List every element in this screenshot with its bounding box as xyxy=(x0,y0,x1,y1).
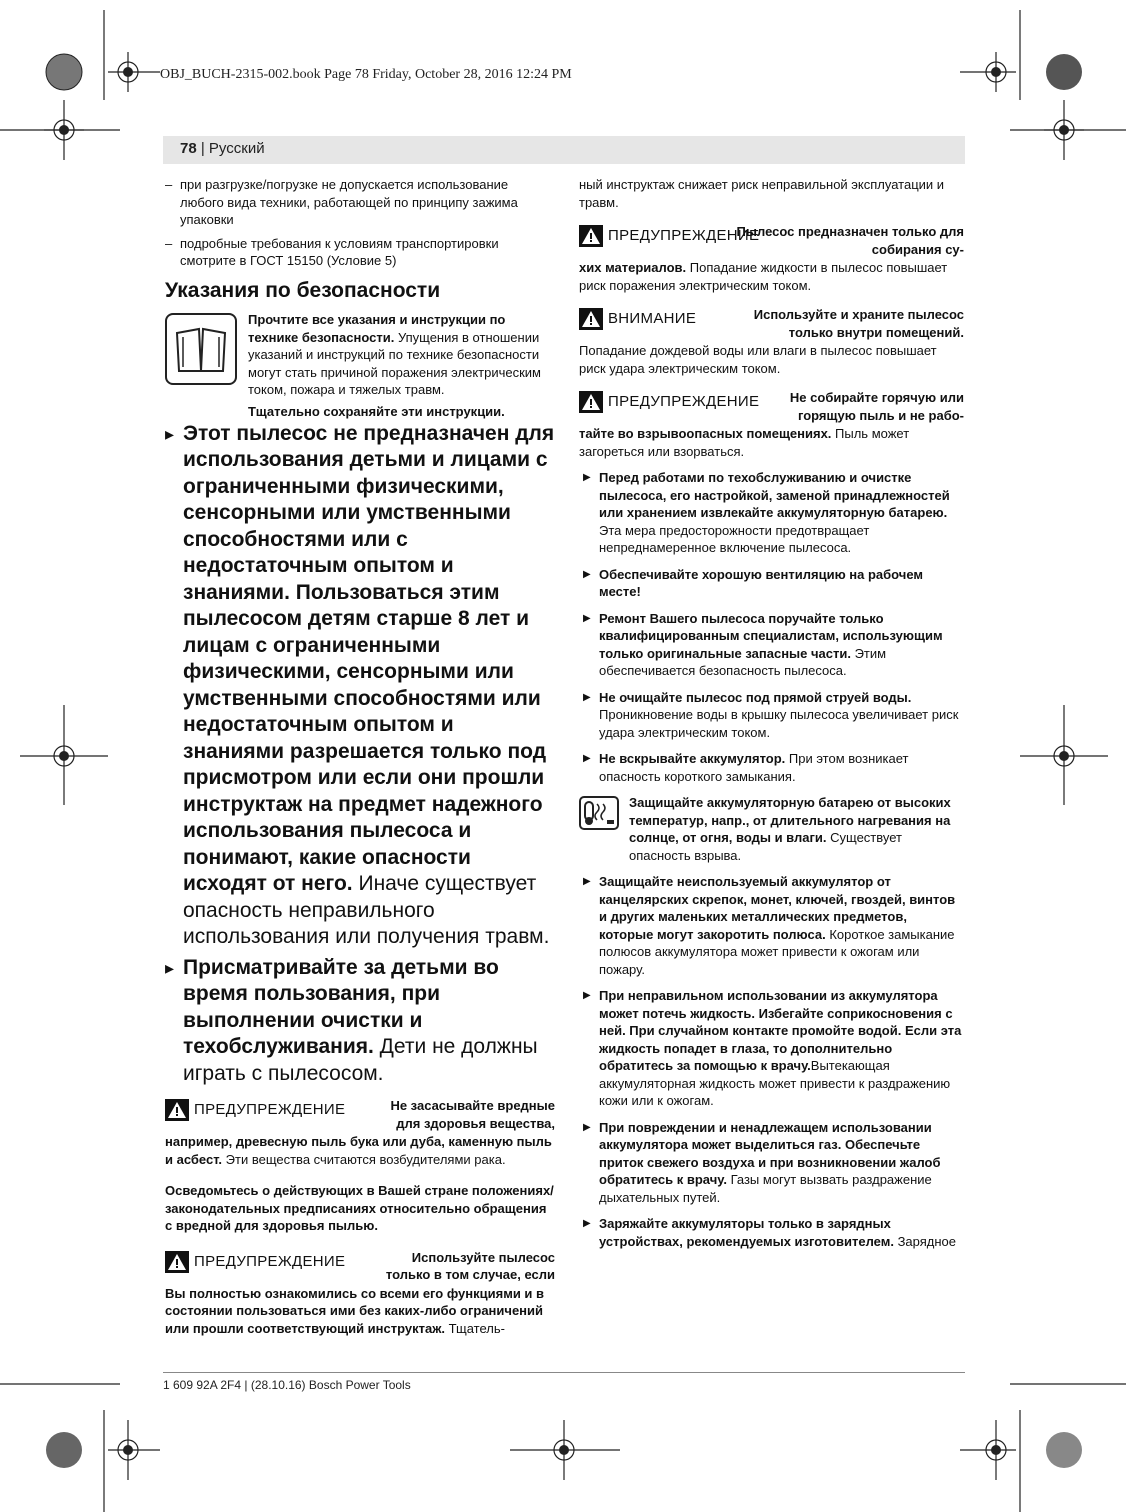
bullet-marker: ▶ xyxy=(583,1218,591,1229)
warning-bold: тайте во взрывоопасных помещениях. xyxy=(579,426,832,441)
page-header-bar xyxy=(163,136,965,164)
warning-triangle-icon xyxy=(579,391,603,413)
warning-badge-label: ПРЕДУПРЕЖДЕНИЕ xyxy=(194,1101,346,1119)
dash-item xyxy=(165,176,555,229)
warning-badge xyxy=(579,225,759,247)
bullet-marker: ▶ xyxy=(583,472,591,483)
warning-block xyxy=(579,223,964,294)
keep-instructions: Тщательно сохраняйте эти инструкции. xyxy=(248,404,505,419)
warning-block xyxy=(165,1097,555,1168)
warning-badge-label: ПРЕДУПРЕЖДЕНИЕ xyxy=(608,227,760,245)
bullet-bold: Ремонт Вашего пылесоса поручайте только квалифицированным специалистам, использующим только оригинальные запасные части. xyxy=(599,610,943,661)
warning-text: Пыль может загореться или взорваться. xyxy=(579,426,910,459)
bullet-text: Зарядное xyxy=(893,1233,956,1249)
inform-text: Осведомьтесь о действующих в Вашей стране положениях/законодательных предписаниях относительно обращения с вредной для здоровья пылью. xyxy=(165,1183,554,1233)
bullet-bold: Не вскрывайте аккумулятор. xyxy=(599,751,786,766)
warning-bold: хих материалов. xyxy=(579,260,687,275)
dash-item-text: подробные требования к условиям транспортировки смотрите в ГОСТ 15150 (Условие 5) xyxy=(180,235,499,268)
page-footer: 1 609 92A 2F4 | (28.10.16) Bosch Power Tools xyxy=(163,1378,411,1392)
dash-item xyxy=(165,235,555,270)
bullet-item xyxy=(579,873,964,978)
read-instructions-text: Упущения в отношении указаний и инструкций по технике безопасности могут стать причиной поражения электрическим током, пожара и тяжелых травм. xyxy=(248,329,541,397)
warning-title: Используйте пылесос только в том случае, если xyxy=(385,1249,555,1282)
bullet-item xyxy=(579,566,964,601)
warning-badge-label: ПРЕДУПРЕЖДЕНИЕ xyxy=(194,1252,346,1270)
section-title: Указания по безопасности xyxy=(165,278,441,302)
warning-title: Не собирайте горячую или горящую пыль и не рабо- xyxy=(789,390,964,423)
warning-badge-label: ПРЕДУПРЕЖДЕНИЕ xyxy=(608,393,760,411)
big-warning-item xyxy=(165,421,555,951)
bullet-bold: Перед работами по техобслуживанию и очистке пылесоса, его настройкой, заменой принадлежностей или хранением извлекайте аккумуляторную батарею. xyxy=(599,470,950,520)
bullet-text: При этом возникает опасность короткого замыкания. xyxy=(599,751,909,784)
bullet-item xyxy=(579,1119,964,1207)
bullet-marker: ▶ xyxy=(583,990,591,1001)
big-warning-text: Дети не должны играть с пылесосом. xyxy=(183,1035,538,1085)
dash-marker: – xyxy=(165,235,173,251)
bullet-bold: При неправильном использовании из аккумулятора может потечь жидкость. Избегайте соприкосновения с ней. При случайном контакте промойте водой. Если эта жидкость попадет в глаза, то дополнительно обратитесь за помощью к врачу. xyxy=(599,988,962,1073)
bullet-text: Проникновение воды в крышку пылесоса увеличивает риск удара электрическим током. xyxy=(599,707,959,740)
big-warning-bold: Присматривайте за детьми во время пользования, при выполнении очистки и техобслуживания. xyxy=(183,955,499,1058)
bullet-bold: Обеспечивайте хорошую вентиляцию на рабочем месте! xyxy=(599,566,924,599)
bullet-item xyxy=(579,610,964,680)
arrow-marker: ▸ xyxy=(165,957,175,978)
warning-badge xyxy=(165,1251,345,1273)
warning-badge xyxy=(165,1099,345,1121)
bullet-item xyxy=(579,689,964,742)
battery-heat-bold: Защищайте аккумуляторную батарею от высоких температур, напр., от длительного нагревания на солнце, от огня, воды и влаги. xyxy=(629,795,951,845)
warning-triangle-icon xyxy=(579,225,603,247)
dash-item-text: при разгрузке/погрузке не допускается использование любого вида техники, работающей по принципу зажима упаковки xyxy=(180,177,518,227)
big-warning-bold: Этот пылесос не предназначен для использования детьми и лицами с ограниченными физическими, сенсорными или умственными способностями или с недостаточным опытом и знаниями. Пользоваться этим пылесосом детям старше 8 лет и лицам с ограниченными физическими, сенсорными или умственными способностями или недостаточным опытом и знаниями разрешается только под присмотром или если они прошли инструктаж на предмет надежного использования пылесоса и понимают, какие опасности исходят от него. xyxy=(183,421,555,895)
big-warning-item xyxy=(165,955,555,1088)
footer-rule xyxy=(163,1372,965,1373)
dash-marker: – xyxy=(165,177,173,192)
caution-badge-label: ВНИМАНИЕ xyxy=(608,310,697,328)
bullet-text: Вытекающая аккумуляторная жидкость может привести к раздражению кожи или к ожогам. xyxy=(599,1058,951,1108)
warning-text: Эти вещества считаются возбудителями рака. xyxy=(222,1151,506,1167)
left-column xyxy=(165,176,555,1337)
read-instructions-block xyxy=(165,311,555,403)
continued-text: ный инструктаж снижает риск неправильной эксплуатации и травм. xyxy=(579,177,945,210)
warning-triangle-icon xyxy=(165,1251,189,1273)
bullet-text: Эта мера предосторожности предотвращает непреднамеренное включение пылесоса. xyxy=(599,522,870,555)
bullet-item xyxy=(579,987,964,1110)
caution-title: Используйте и храните пылесос только внутри помещений. xyxy=(753,307,964,340)
bullet-bold: При повреждении и ненадлежащем использовании аккумулятора может выделиться газ. Обеспечьте приток свежего воздуха и при возникновении жалоб обратитесь к врачу. xyxy=(599,1119,941,1187)
thermometer-battery-icon xyxy=(579,796,619,830)
bullet-item xyxy=(579,750,964,785)
warning-bold: например, древесную пыль бука или дуба, каменную пыль и асбест. xyxy=(165,1134,552,1167)
arrow-marker: ▸ xyxy=(165,423,175,444)
bullet-marker: ▶ xyxy=(583,1121,591,1133)
battery-heat-text: Существует опасность взрыва. xyxy=(629,830,902,863)
battery-heat-block xyxy=(579,794,964,864)
bullet-text: Короткое замыкание полюсов аккумулятора может привести к ожогам или пожару. xyxy=(599,926,955,977)
bullet-text: Этим обеспечивается безопасность пылесоса. xyxy=(599,645,887,678)
bullet-bold: Защищайте неиспользуемый аккумулятор от канцелярских скрепок, монет, ключей, гвоздей, винтов и других маленьких металлических предметов, которые могут закоротить полюса. xyxy=(599,874,956,942)
caution-block xyxy=(579,306,964,377)
bullet-item xyxy=(579,469,964,557)
bullet-bold: Не очищайте пылесос под прямой струей воды. xyxy=(599,689,912,705)
print-info-line: OBJ_BUCH-2315-002.book Page 78 Friday, October 28, 2016 12:24 PM xyxy=(160,67,572,82)
warning-title: Пылесос предназначен только для собирания су- xyxy=(736,224,964,257)
bullet-marker: ▶ xyxy=(583,753,591,764)
warning-badge xyxy=(579,391,759,413)
caution-text: Попадание дождевой воды или влаги в пылесос повышает риск удара электрическим током. xyxy=(579,343,937,376)
read-instructions-bold: Прочтите все указания и инструкции по технике безопасности. xyxy=(248,312,506,345)
warning-text: Попадание жидкости в пылесос повышает риск поражения электрическим током. xyxy=(579,260,948,293)
page-language: Русский xyxy=(208,140,265,157)
big-warning-text: Иначе существует опасность неправильного использования или получения травм. xyxy=(183,872,550,948)
bullet-item xyxy=(579,1215,964,1250)
warning-triangle-icon xyxy=(165,1099,189,1121)
warning-bold: Вы полностью ознакомились со всеми его функциями и в состоянии пользоваться ими без каких-либо ограничений или прошли соответствующий инструктаж. xyxy=(165,1285,545,1336)
manual-book-icon xyxy=(165,313,237,385)
page-header: 78 | Русский xyxy=(180,140,265,157)
bullet-text: Газы могут вызвать раздражение дыхательных путей. xyxy=(599,1172,932,1205)
warning-block xyxy=(579,389,964,460)
bullet-marker: ▶ xyxy=(583,876,591,887)
warning-block xyxy=(165,1249,555,1338)
caution-badge xyxy=(579,308,696,330)
warning-title: Не засасывайте вредные для здоровья вещества, xyxy=(390,1098,555,1131)
bullet-marker: ▶ xyxy=(583,691,591,703)
warning-triangle-icon xyxy=(579,308,603,330)
bullet-marker: ▶ xyxy=(583,612,591,624)
bullet-bold: Заряжайте аккумуляторы только в зарядных устройствах, рекомендуемых изготовителем. xyxy=(599,1216,894,1249)
warning-text: Тщатель- xyxy=(445,1320,505,1336)
right-column xyxy=(579,176,964,1250)
bullet-marker: ▶ xyxy=(583,568,591,580)
page-number: 78 xyxy=(180,140,197,157)
